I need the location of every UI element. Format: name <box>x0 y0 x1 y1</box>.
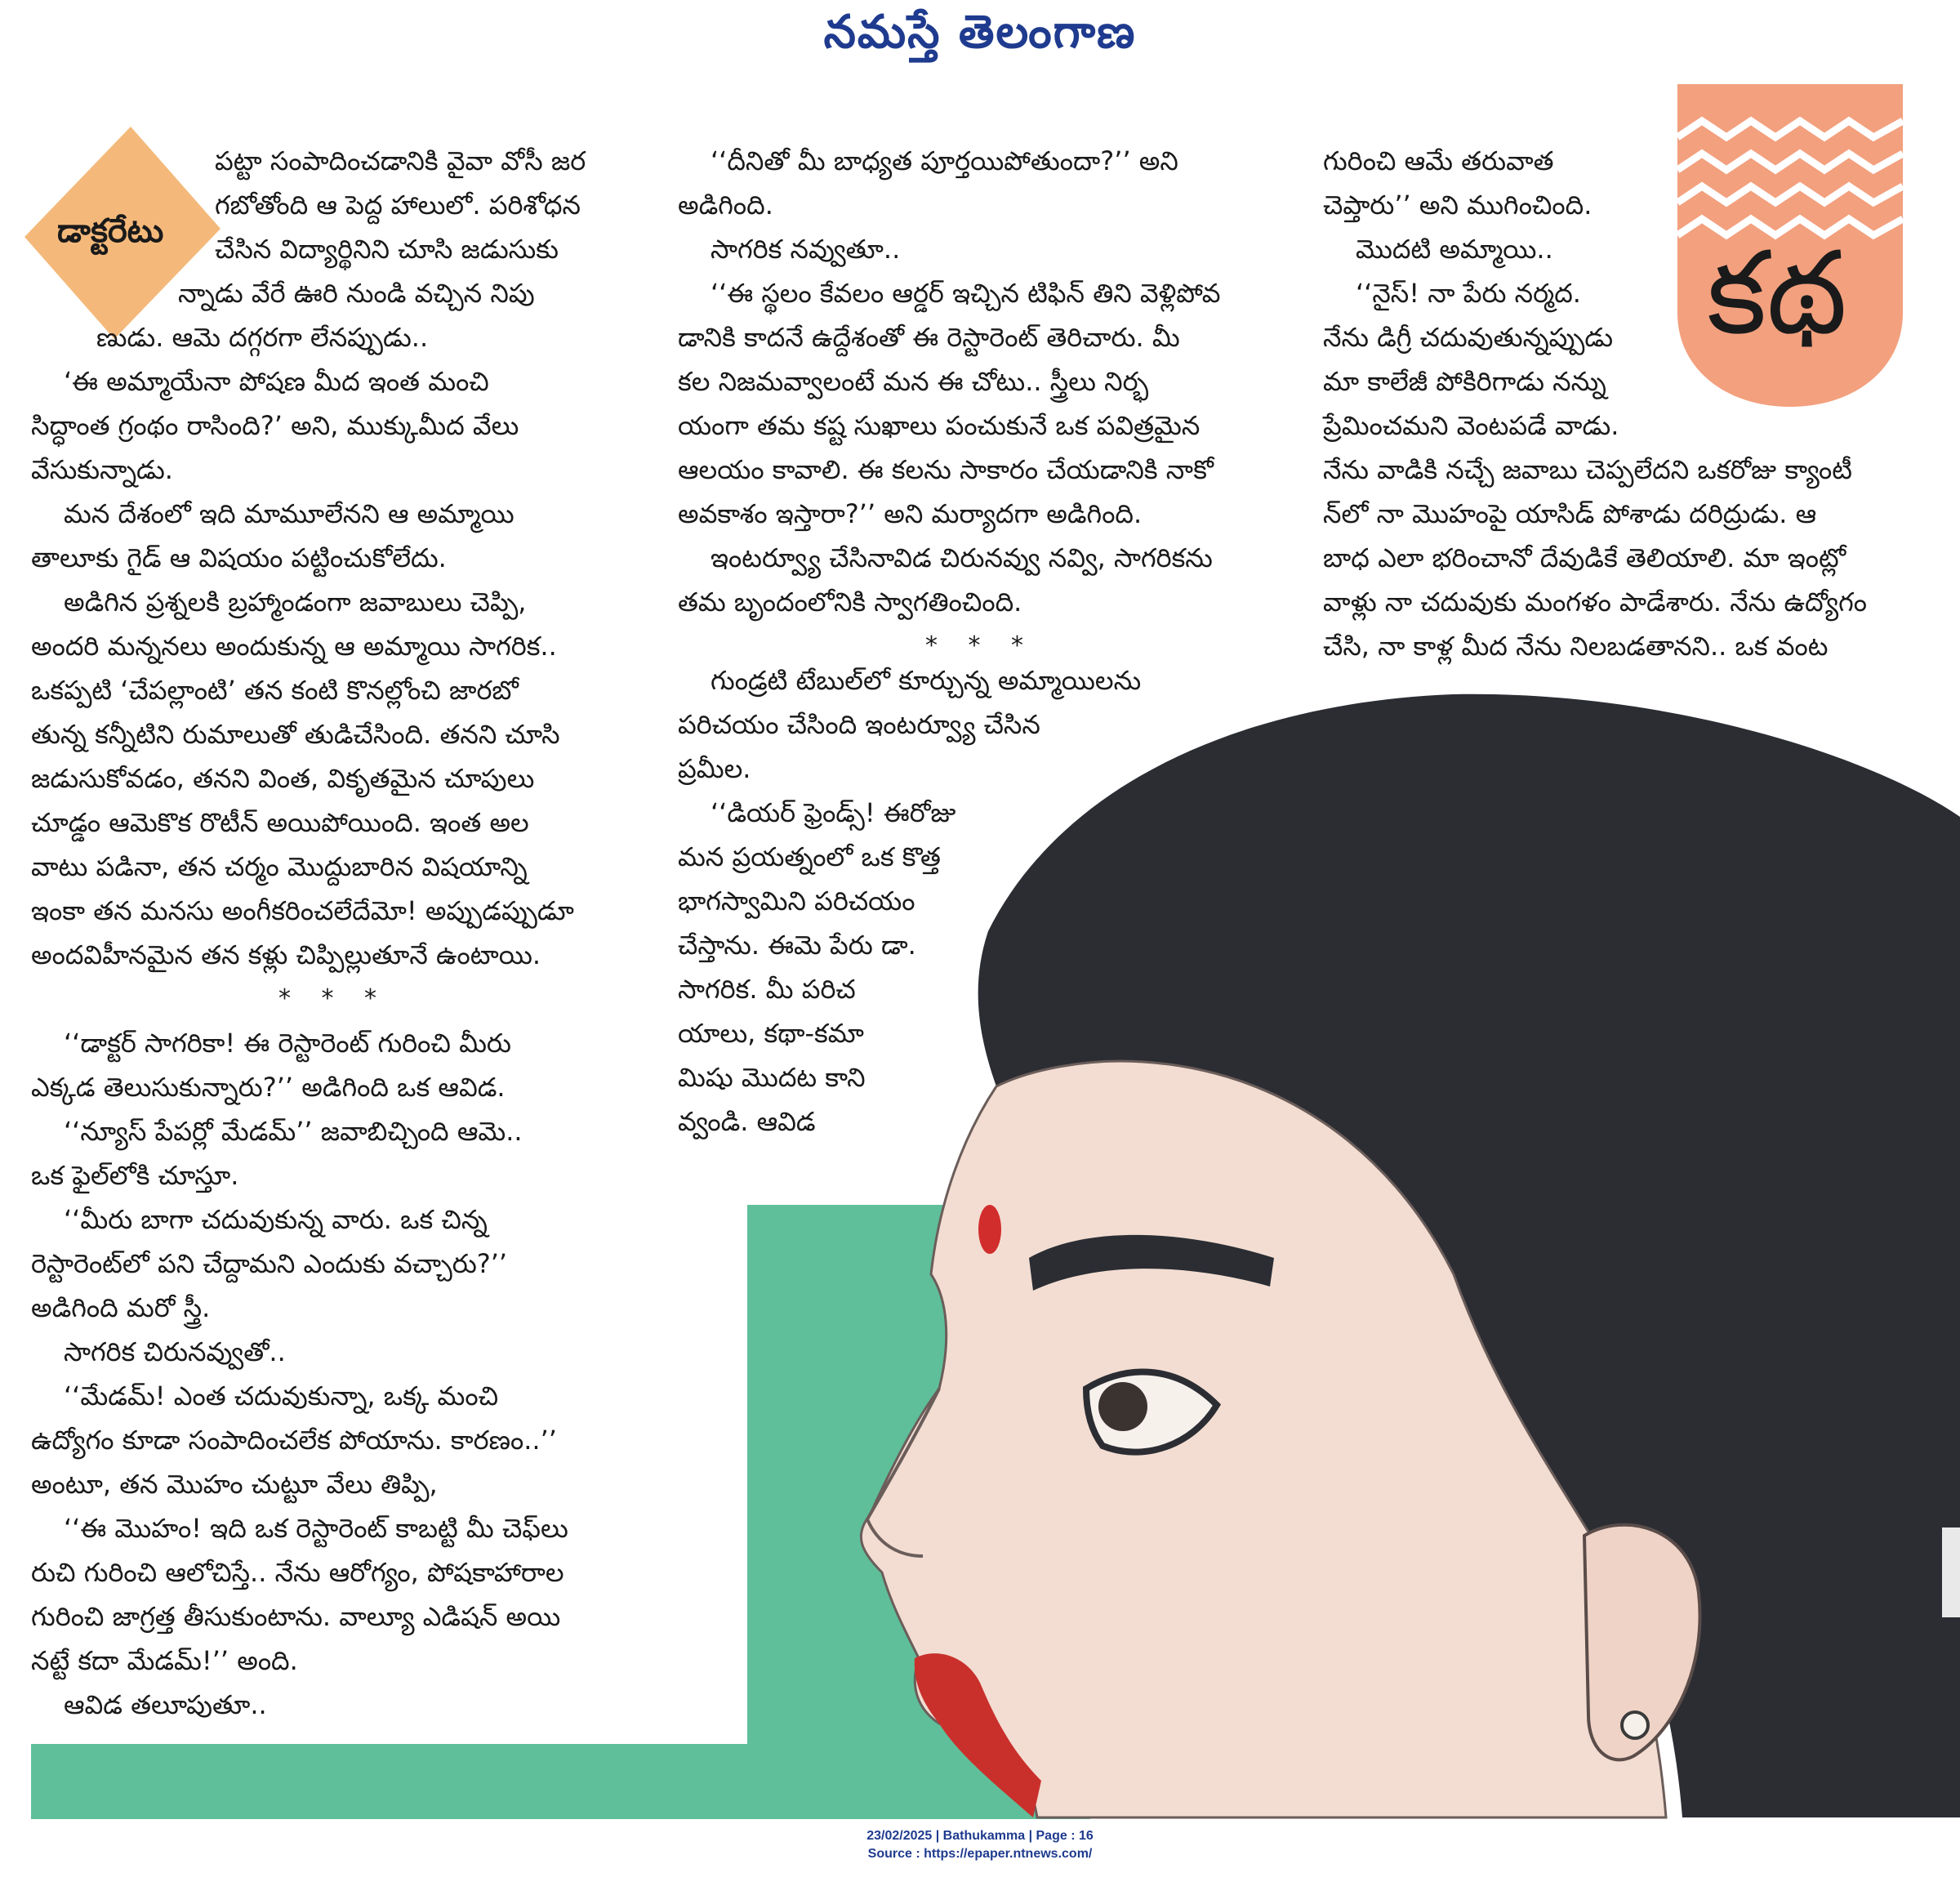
text-line: ‘‘ఈ మొహం! ఇది ఒక రెస్టారెంట్ కాబట్టి మీ చెఫ్‌లు <box>64 1513 568 1544</box>
text-line: ఆవిడ తలూపుతూ.. <box>64 1689 267 1720</box>
text-line: నట్టే కదా మేడమ్!’’ అంది. <box>31 1645 298 1676</box>
text-line: ఎక్కడ తెలుసుకున్నారు?’’ అడిగింది ఒక ఆవిడ. <box>31 1072 506 1103</box>
text-line: న్నాడు వేరే ఊరి నుండి వచ్చిన నిపు <box>178 278 535 309</box>
text-line: అడిగింది. <box>678 190 773 221</box>
text-line: మొదటి అమ్మాయి.. <box>1356 234 1553 265</box>
text-line: నేను వాడికి నచ్చే జవాబు చెప్పలేదని ఒకరోజు క్యాంటీ <box>1323 454 1852 485</box>
text-line: ప్రేమించమని వెంటపడే వాడు. <box>1323 410 1619 441</box>
category-label: కథ <box>1707 227 1847 360</box>
text-line: ‘ఈ అమ్మాయేనా పోషణ మీద ఇంత మంచి <box>64 366 489 397</box>
text-line: న్‌లో నా మొహంపై యాసిడ్ పోశాడు దరిద్రుడు. ఆ <box>1323 498 1817 529</box>
text-line: అంటూ, తన మొహం చుట్టూ వేలు తిప్పి, <box>31 1469 438 1500</box>
text-line: పట్టా సంపాదించడానికి వైవా వోసీ జర <box>215 145 586 176</box>
shoulder-edge <box>1942 1527 1960 1617</box>
text-line: గబోతోంది ఆ పెద్ద హాలులో. పరిశోధన <box>215 190 581 221</box>
text-line: వాటు పడినా, తన చర్మం మొద్దుబారిన విషయాన్ని <box>31 851 528 882</box>
article-column-3 <box>1323 139 1927 668</box>
text-line: సాగరిక చిరునవ్వుతో.. <box>64 1336 286 1367</box>
text-line: అడిగిన ప్రశ్నలకి బ్రహ్మాండంగా జవాబులు చెప్పి, <box>64 586 527 618</box>
green-panel-bottom <box>31 1744 1052 1819</box>
bindi <box>978 1205 1001 1254</box>
text-line: యాలు, కథా-కమా <box>678 1018 864 1049</box>
text-line: జడుసుకోవడం, తనని వింత, వికృతమైన చూపులు <box>31 763 535 794</box>
text-line: ఉద్యోగం కూడా సంపాదించలేక పోయాను. కారణం..’’ <box>31 1425 557 1456</box>
text-line: గుండ్రటి టేబుల్‌లో కూర్చున్న అమ్మాయిలను <box>710 665 1142 696</box>
text-line: ఇంకా తన మనసు అంగీకరించలేదేమో! అప్పుడప్పుడూ <box>31 895 574 926</box>
text-line: మన ప్రయత్నంలో ఒక కొత్త <box>678 841 941 872</box>
text-line: సాగరిక నవ్వుతూ.. <box>710 234 901 265</box>
text-line: చేస్తాను. ఈమె పేరు డా. <box>678 930 916 961</box>
text-line: అవకాశం ఇస్తారా?’’ అని మర్యాదగా అడిగింది. <box>678 498 1143 529</box>
text-line: తున్న కన్నీటిని రుమాలుతో తుడిచేసింది. తనని చూసి <box>31 719 560 750</box>
masthead-title: నమస్తే తెలంగాణ <box>823 5 1137 59</box>
text-line: అడిగింది మరో స్త్రీ. <box>31 1292 211 1323</box>
text-line: సాగరిక. మీ పరిచ <box>678 974 856 1005</box>
text-line: చెప్తారు’’ అని ముగించింది. <box>1323 190 1592 221</box>
text-line: ఒకప్పటి ‘చేపల్లాంటి’ తన కంటి కొనల్లోంచి జారబో <box>31 675 519 706</box>
article-column-2-narrow <box>678 658 1142 1144</box>
text-line: మన దేశంలో ఇది మామూలేనని ఆ అమ్మాయి <box>64 498 514 529</box>
text-line: గురించి జాగ్రత్త తీసుకుంటాను. వాల్యూ ఎడిషన్ అయి <box>31 1601 561 1632</box>
text-line: మిషు మొదట కాని <box>678 1062 866 1093</box>
text-line: యంగా తమ కష్ట సుఖాలు పంచుకునే ఒక పవిత్రమైన <box>678 410 1200 441</box>
section-divider: * * * <box>924 631 1036 660</box>
badge-label: డాక్టరేటు <box>57 212 164 250</box>
text-line: ఆలయం కావాలి. ఈ కలను సాకారం చేయడానికి నాకో <box>678 454 1214 485</box>
text-line: వ్వండి. ఆవిడ <box>678 1106 816 1137</box>
text-line: రుచి గురించి ఆలోచిస్తే.. నేను ఆరోగ్యం, పోషకాహారాల <box>31 1557 564 1588</box>
text-line: డానికి కాదనే ఉద్దేశంతో ఈ రెస్టారెంట్ తెరిచారు. మీ <box>678 322 1180 353</box>
text-line: ప్రమీల. <box>678 753 751 784</box>
text-line: అందరి మన్ననలు అందుకున్న ఆ అమ్మాయి సాగరిక.. <box>31 631 557 662</box>
text-line: నేను డిగ్రీ చదువుతున్నప్పుడు <box>1323 322 1614 353</box>
text-line: ‘‘న్యూస్ పేపర్లో మేడమ్’’ జవాబిచ్చింది ఆమె.. <box>64 1116 523 1147</box>
article-column-2 <box>678 139 1282 668</box>
text-line: ‘‘డియర్ ఫ్రెండ్స్! ఈరోజు <box>710 797 956 828</box>
text-line: వేసుకున్నాడు. <box>31 454 173 485</box>
text-line: ‘‘దీనితో మీ బాధ్యత పూర్తయిపోతుందా?’’ అని <box>710 145 1178 176</box>
footer-source-link[interactable]: Source : https://epaper.ntnews.com/ <box>867 1847 1093 1861</box>
text-line: సిద్ధాంత గ్రంథం రాసింది?’ అని, ముక్కుమీద వేలు <box>31 410 519 441</box>
text-line: బాధ ఎలా భరించానో దేవుడికే తెలియాలి. మా ఇంట్లో <box>1323 542 1846 573</box>
text-line: ‘‘మీరు బాగా చదువుకున్న వారు. ఒక చిన్న <box>64 1204 488 1235</box>
section-divider: * * * <box>278 984 389 1013</box>
text-line: చేసిన విద్యార్థినిని చూసి జడుసుకు <box>215 234 559 265</box>
text-line: భాగస్వామిని పరిచయం <box>678 885 915 916</box>
text-line: అందవిహీనమైన తన కళ్లు చిప్పిల్లుతూనే ఉంటాయి. <box>31 939 541 970</box>
text-line: మా కాలేజీ పోకిరిగాడు నన్ను <box>1323 366 1606 397</box>
text-line: చేసి, నా కాళ్ల మీద నేను నిలబడతానని.. ఒక వంట <box>1323 631 1829 662</box>
text-line: చూడ్డం ఆమెకొక రొటీన్ అయిపోయింది. ఇంత అల <box>31 807 529 838</box>
text-line: తాలూకు గైడ్ ఆ విషయం పట్టించుకోలేదు. <box>31 542 447 573</box>
eye-iris <box>1098 1382 1147 1431</box>
text-line: ఇంటర్వ్యూ చేసినావిడ చిరునవ్వు నవ్వి, సాగరికను <box>710 542 1213 573</box>
earring <box>1622 1712 1648 1738</box>
text-line: రెస్టారెంట్‌లో పని చేద్దామని ఎందుకు వచ్చారు?’’ <box>31 1248 508 1279</box>
article-column-1 <box>31 139 635 1727</box>
text-line: వాళ్లు నా చదువుకు మంగళం పాడేశారు. నేను ఉద్యోగం <box>1323 586 1867 618</box>
text-line: కల నిజమవ్వాలంటే మన ఈ చోటు.. స్త్రీలు నిర్భ <box>678 366 1149 397</box>
text-line: ‘‘నైస్! నా పేరు నర్మద. <box>1356 278 1581 309</box>
text-line: ఒక ఫైల్‌లోకి చూస్తూ. <box>31 1160 239 1191</box>
page-footer <box>0 1827 1960 1863</box>
text-line: పరిచయం చేసింది ఇంటర్వ్యూ చేసిన <box>678 709 1040 740</box>
text-line: ‘‘మేడమ్! ఎంత చదువుకున్నా, ఒక్క మంచి <box>64 1380 499 1412</box>
text-line: గురించి ఆమే తరువాత <box>1323 145 1554 176</box>
text-line: ‘‘ఈ స్థలం కేవలం ఆర్డర్ ఇచ్చిన టిఫిన్ తిని వెళ్లిపోవ <box>710 278 1221 309</box>
text-line: ణుడు. ఆమె దగ్గరగా లేనప్పుడు.. <box>96 322 429 353</box>
text-line: తమ బృందంలోనికి స్వాగతించింది. <box>678 586 1022 618</box>
text-line: ‘‘డాక్టర్ సాగరికా! ఈ రెస్టారెంట్ గురించి మీరు <box>64 1028 511 1059</box>
footer-date-line: 23/02/2025 | Bathukamma | Page : 16 <box>866 1829 1094 1843</box>
